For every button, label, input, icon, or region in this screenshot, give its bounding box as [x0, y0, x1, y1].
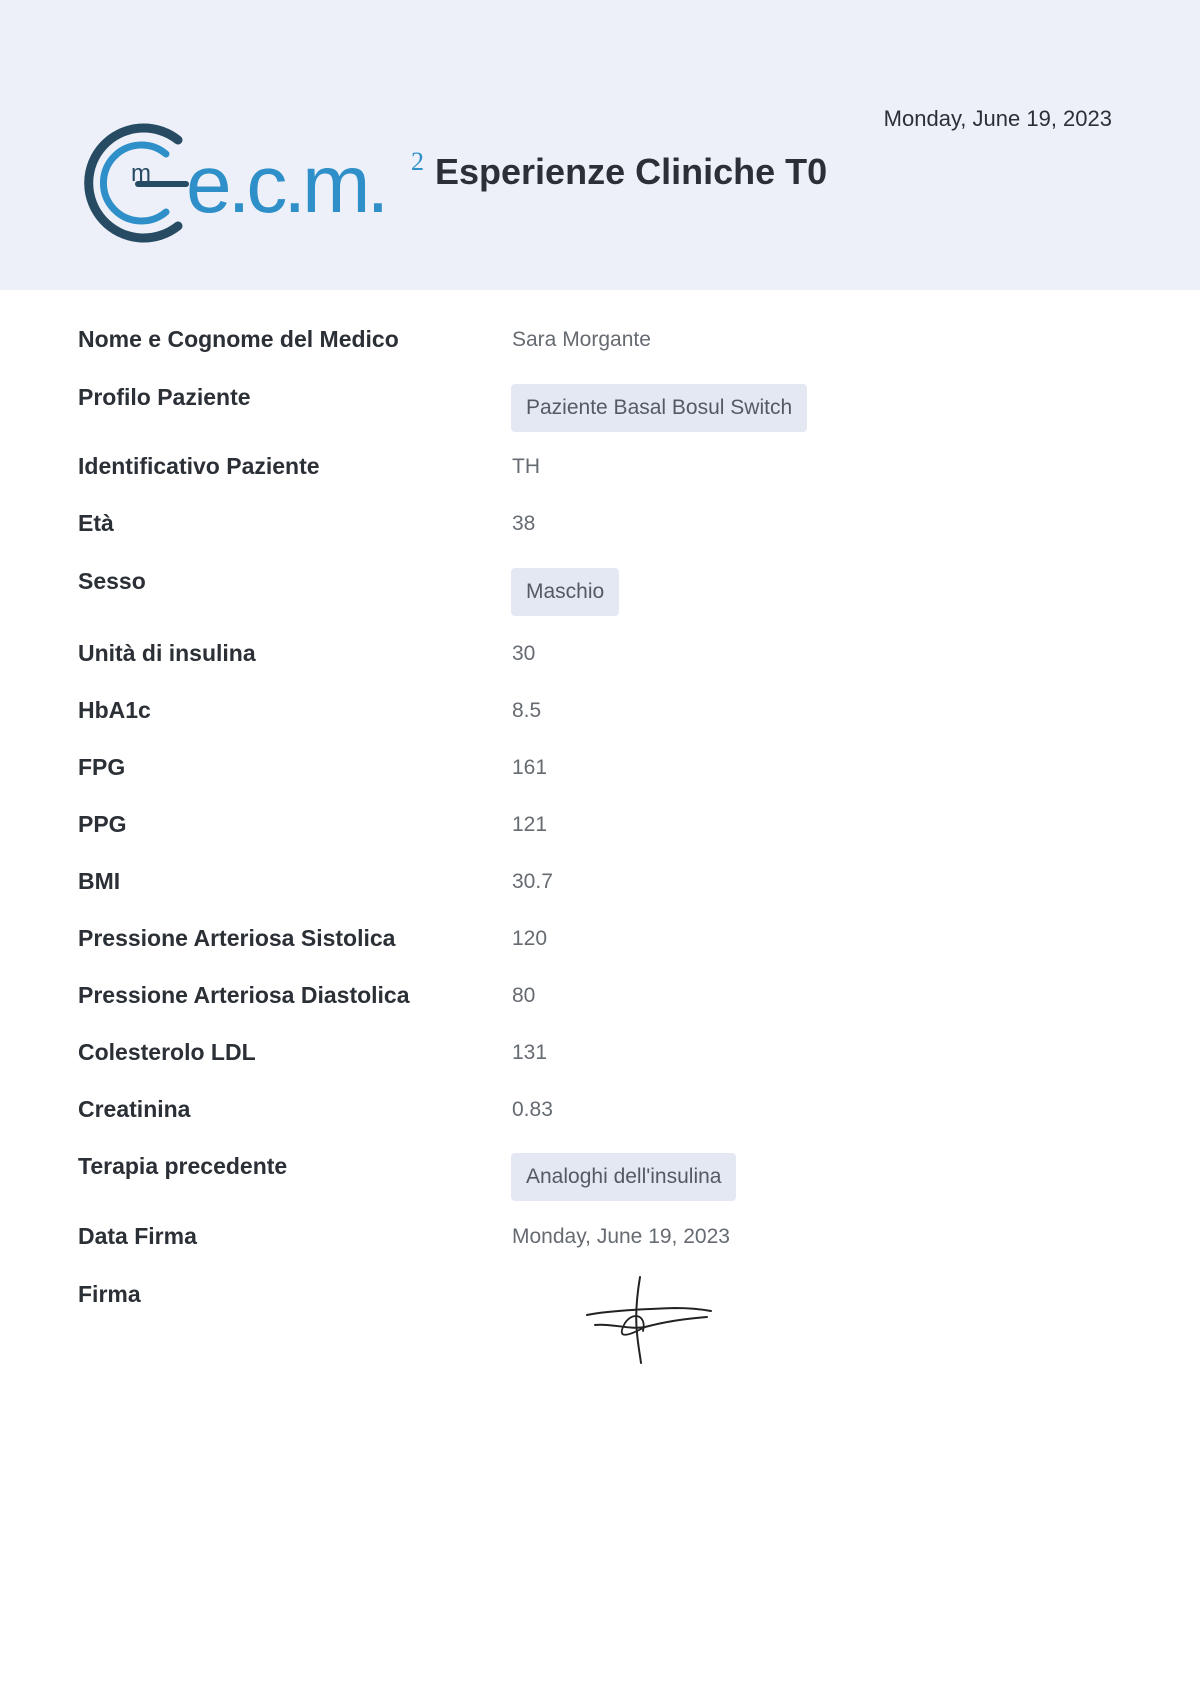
field-label: Sesso	[78, 568, 146, 594]
handwritten-signature	[585, 1275, 715, 1365]
field-value: 30	[512, 642, 536, 665]
field-label: Colesterolo LDL	[78, 1039, 256, 1065]
header-date: Monday, June 19, 2023	[883, 106, 1112, 131]
field-value: 120	[512, 927, 548, 950]
field-value: 30.7	[512, 870, 553, 893]
field-chip: Maschio	[511, 568, 619, 616]
field-label: Pressione Arteriosa Diastolica	[78, 982, 410, 1008]
field-value: 161	[512, 756, 548, 779]
field-value: TH	[512, 455, 540, 478]
field-label: Terapia precedente	[78, 1153, 288, 1179]
field-label: Profilo Paziente	[78, 384, 251, 410]
field-label: HbA1c	[78, 697, 151, 723]
page-title: Esperienze Cliniche T0	[435, 151, 828, 192]
field-label: Data Firma	[78, 1223, 197, 1249]
field-label: Creatinina	[78, 1096, 191, 1122]
logo-wordmark: e.c.m.	[186, 139, 386, 230]
field-chip: Paziente Basal Bosul Switch	[511, 384, 807, 432]
field-chip: Analoghi dell'insulina	[511, 1153, 736, 1201]
field-value: 8.5	[512, 699, 542, 722]
field-value: 131	[512, 1041, 548, 1064]
field-label: PPG	[78, 811, 127, 837]
field-label: Pressione Arteriosa Sistolica	[78, 925, 396, 951]
field-label: Nome e Cognome del Medico	[78, 326, 399, 352]
logo-superscript: 2	[411, 147, 424, 176]
field-label: BMI	[78, 868, 121, 894]
field-value: 38	[512, 512, 536, 535]
field-value: 0.83	[512, 1098, 553, 1121]
field-value: 80	[512, 984, 536, 1007]
logo-mark-letter: m	[131, 160, 151, 187]
field-value: 121	[512, 813, 548, 836]
field-label: Età	[78, 510, 114, 536]
field-value: Monday, June 19, 2023	[512, 1225, 730, 1248]
field-label: Unità di insulina	[78, 640, 256, 666]
field-value: Sara Morgante	[512, 328, 651, 351]
field-label: FPG	[78, 754, 126, 780]
field-label: Firma	[78, 1281, 141, 1307]
field-label: Identificativo Paziente	[78, 453, 320, 479]
header-banner	[0, 0, 1200, 290]
ecm-logo	[78, 118, 428, 248]
